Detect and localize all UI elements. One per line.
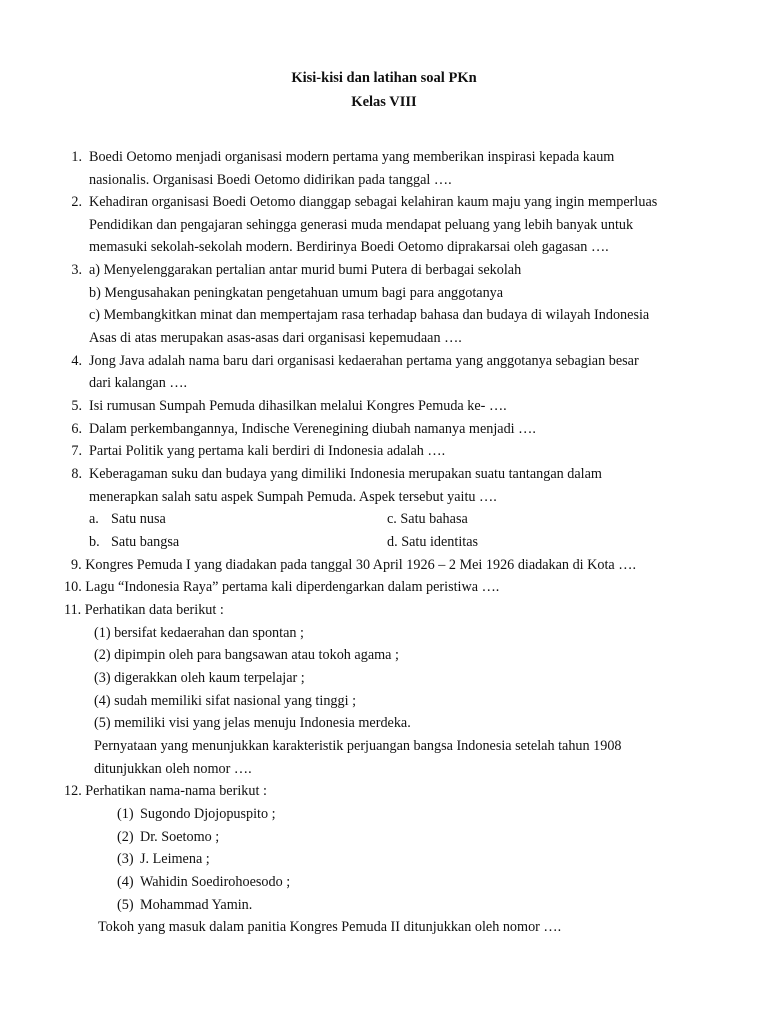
list-item: (4) sudah memiliki sifat nasional yang tinggi ; <box>94 693 357 709</box>
question-text: c) Membangkitkan minat dan mempertajam rasa terhadap bahasa dan budaya di wilayah Indonesia <box>89 307 650 323</box>
question-number: 4. <box>71 353 82 369</box>
question-text: 9. Kongres Pemuda I yang diadakan pada tanggal 30 April 1926 – 2 Mei 1926 diadakan di Kota …. <box>71 557 637 573</box>
option-text: Satu bangsa <box>111 534 180 550</box>
question-number: 7. <box>71 443 82 459</box>
list-number: (4) <box>117 874 134 890</box>
question-text: dari kalangan …. <box>89 375 188 391</box>
question-number: 2. <box>71 194 82 210</box>
question-text: a) Menyelenggarakan pertalian antar murid bumi Putera di berbagai sekolah <box>89 262 522 278</box>
question-text: menerapkan salah satu aspek Sumpah Pemuda. Aspek tersebut yaitu …. <box>89 489 497 505</box>
page-subtitle: Kelas VIII <box>351 94 417 110</box>
list-number: (2) <box>117 829 134 845</box>
list-item: (5) memiliki visi yang jelas menuju Indonesia merdeka. <box>94 715 411 731</box>
question-text: Dalam perkembangannya, Indische Verenegining diubah namanya menjadi …. <box>89 421 536 437</box>
question-text: memasuki sekolah-sekolah modern. Berdirinya Boedi Oetomo diprakarsai oleh gagasan …. <box>89 239 609 255</box>
question-text: Keberagaman suku dan budaya yang dimiliki Indonesia merupakan suatu tantangan dalam <box>89 466 602 482</box>
list-number: (3) <box>117 851 134 867</box>
question-text: Pernyataan yang menunjukkan karakteristik perjuangan bangsa Indonesia setelah tahun 1908 <box>94 738 622 754</box>
option-text: d. Satu identitas <box>387 534 479 550</box>
question-number: 1. <box>71 149 82 165</box>
list-item: (1) bersifat kedaerahan dan spontan ; <box>94 625 304 641</box>
list-item: Wahidin Soedirohoesodo ; <box>140 874 291 890</box>
option-letter: b. <box>89 534 100 550</box>
question-text: nasionalis. Organisasi Boedi Oetomo didirikan pada tanggal …. <box>89 172 452 188</box>
question-text: Isi rumusan Sumpah Pemuda dihasilkan melalui Kongres Pemuda ke- …. <box>89 398 507 414</box>
question-number: 6. <box>71 421 82 437</box>
option-text: Satu nusa <box>111 511 166 527</box>
question-text: 11. Perhatikan data berikut : <box>64 602 224 618</box>
question-number: 3. <box>71 262 82 278</box>
question-text: Tokoh yang masuk dalam panitia Kongres Pemuda II ditunjukkan oleh nomor …. <box>98 919 562 935</box>
option-text: c. Satu bahasa <box>387 511 468 527</box>
list-item: Mohammad Yamin. <box>140 897 253 913</box>
question-text: Partai Politik yang pertama kali berdiri di Indonesia adalah …. <box>89 443 446 459</box>
list-item: J. Leimena ; <box>140 851 210 867</box>
question-text: Boedi Oetomo menjadi organisasi modern pertama yang memberikan inspirasi kepada kaum <box>89 149 615 165</box>
question-text: Jong Java adalah nama baru dari organisasi kedaerahan pertama yang anggotanya sebagian besar <box>89 353 639 369</box>
list-number: (5) <box>117 897 134 913</box>
page-title: Kisi-kisi dan latihan soal PKn <box>291 70 477 86</box>
list-item: Sugondo Djojopuspito ; <box>140 806 276 822</box>
question-number: 8. <box>71 466 82 482</box>
question-text: 10. Lagu “Indonesia Raya” pertama kali diperdengarkan dalam peristiwa …. <box>64 579 500 595</box>
question-text: Asas di atas merupakan asas-asas dari organisasi kepemudaan …. <box>89 330 462 346</box>
option-letter: a. <box>89 511 99 527</box>
question-text: Pendidikan dan pengajaran sehingga generasi muda mendapat peluang yang lebih banyak untuk <box>89 217 634 233</box>
question-text: Kehadiran organisasi Boedi Oetomo dianggap sebagai kelahiran kaum maju yang ingin memperluas <box>89 194 658 210</box>
list-item: (2) dipimpin oleh para bangsawan atau tokoh agama ; <box>94 647 399 663</box>
list-item: (3) digerakkan oleh kaum terpelajar ; <box>94 670 305 686</box>
question-number: 5. <box>71 398 82 414</box>
list-item: Dr. Soetomo ; <box>140 829 220 845</box>
question-text: 12. Perhatikan nama-nama berikut : <box>64 783 267 799</box>
question-text: b) Mengusahakan peningkatan pengetahuan umum bagi para anggotanya <box>89 285 504 301</box>
list-number: (1) <box>117 806 134 822</box>
question-text: ditunjukkan oleh nomor …. <box>94 761 252 777</box>
